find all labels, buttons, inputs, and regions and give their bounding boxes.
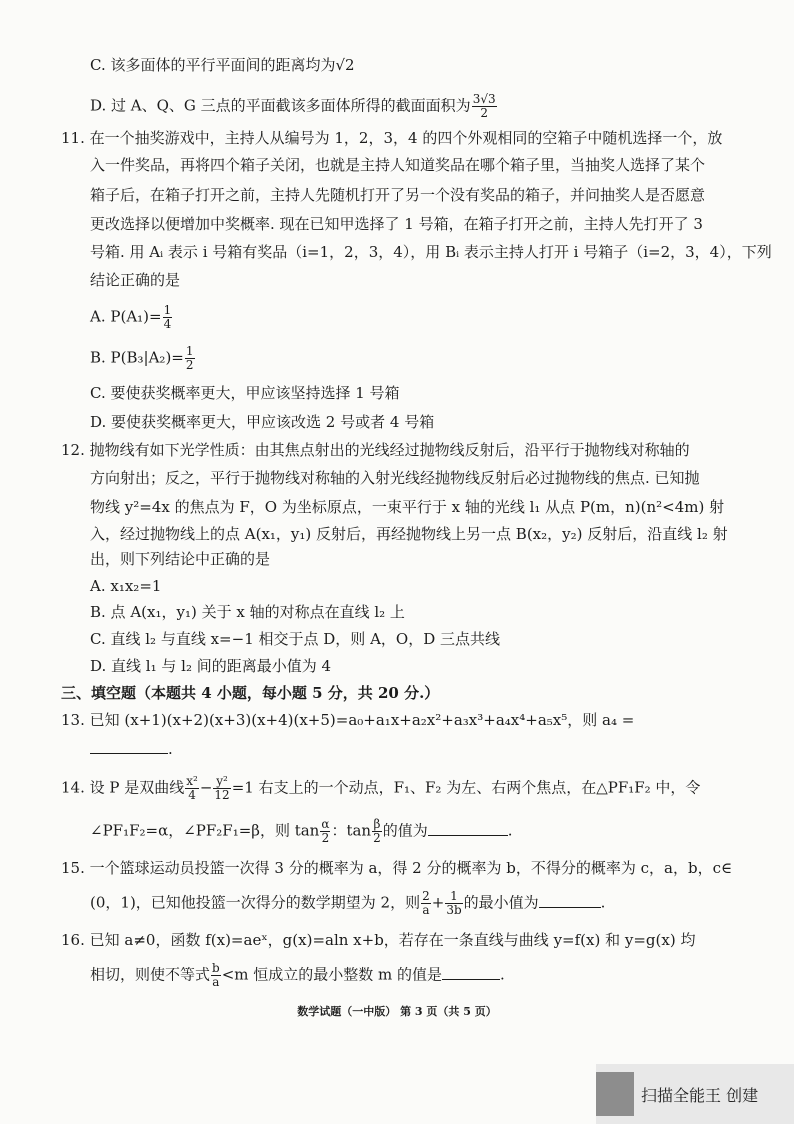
section-heading: 三、填空题（本题共 4 小题，每小题 5 分，共 20 分.）	[61, 684, 440, 702]
q15-text: 的最小值为	[463, 893, 539, 912]
q11-option-a-text: A. P(A₁)=	[90, 307, 162, 326]
q11-line-4: 更改选择以便增加中奖概率. 现在已知甲选择了 1 号箱，在箱子打开之前，主持人先打开了 3	[90, 215, 703, 233]
fraction-denominator: 2	[185, 358, 194, 372]
watermark-text: 扫描全能王 创建	[641, 1086, 759, 1105]
fraction-denominator: 2	[373, 831, 381, 845]
fraction	[185, 345, 195, 372]
fraction-denominator: 4	[188, 788, 196, 802]
fraction	[472, 93, 497, 120]
answer-blank[interactable]	[90, 739, 168, 754]
q14-text: 14. 设 P 是双曲线	[61, 778, 185, 797]
q12-line-5: 出，则下列结论中正确的是	[90, 550, 271, 568]
period: .	[500, 965, 505, 984]
answer-blank[interactable]	[442, 965, 500, 980]
q10-option-d	[90, 93, 498, 120]
q11-option-d: D. 要使获奖概率更大，甲应该改选 2 号或者 4 号箱	[90, 413, 435, 431]
fraction-denominator: 2	[321, 831, 330, 845]
fraction-numerator: 1	[445, 890, 462, 904]
fraction	[211, 962, 221, 989]
answer-blank[interactable]	[539, 893, 601, 908]
fraction-numerator: b	[212, 961, 220, 975]
fraction-denominator: a	[212, 975, 220, 989]
fraction	[320, 818, 330, 845]
q11-option-b-text: B. P(B₃|A₂)=	[90, 348, 184, 367]
q14-text: =1 右支上的一个动点，F₁、F₂ 为左、右两个焦点，在△PF₁F₂ 中，令	[231, 778, 701, 797]
q11-option-b	[90, 345, 196, 372]
fraction-denominator: a	[422, 903, 430, 917]
fraction	[213, 775, 230, 802]
fraction-numerator: 1	[185, 344, 194, 358]
fraction	[372, 818, 382, 845]
q11-option-c: C. 要使获奖概率更大，甲应该坚持选择 1 号箱	[90, 384, 400, 402]
q13-line-1: 13. 已知 (x+1)(x+2)(x+3)(x+4)(x+5)=a₀+a₁x+a₂x²+a₃x³+a₄x⁴+a₅x⁵，则 a₄ =	[61, 711, 635, 729]
q14-text: ∠PF₁F₂=α，∠PF₂F₁=β，则 tan	[90, 821, 320, 840]
q11-line-5: 号箱. 用 Aᵢ 表示 i 号箱有奖品（i=1，2，3，4），用 Bᵢ 表示主持人打开 i 号箱子（i=2，3，4），下列	[90, 243, 772, 261]
q10-option-c: C. 该多面体的平行平面间的距离均为√2	[90, 56, 355, 74]
period: .	[507, 821, 513, 840]
q12-option-b: B. 点 A(x₁，y₁) 关于 x 轴的对称点在直线 l₂ 上	[90, 603, 405, 621]
fraction-numerator: 1	[163, 303, 172, 317]
q11-option-a	[90, 304, 173, 331]
q10-option-d-text: D. 过 A、Q、G 三点的平面截该多面体所得的截面面积为	[90, 96, 471, 115]
q15-text: (0，1)，已知他投篮一次得分的数学期望为 2，则	[90, 893, 421, 912]
q14-text: 的值为	[382, 821, 428, 840]
q11-line-2: 入一件奖品，再将四个箱子关闭，也就是主持人知道奖品在哪个箱子里，当抽奖人选择了某个	[90, 156, 706, 174]
q14-line-2	[90, 818, 513, 845]
fraction	[163, 304, 173, 331]
fraction-numerator: 3√3	[472, 92, 496, 106]
q15-line-1: 15. 一个篮球运动员投篮一次得 3 分的概率为 a，得 2 分的概率为 b，不得分的概率为 c，a，b，c∈	[61, 859, 733, 877]
fraction-denominator: 4	[163, 317, 172, 331]
minus-sign: −	[199, 778, 213, 797]
fraction-numerator: α	[321, 817, 330, 831]
period: .	[168, 740, 173, 758]
fraction	[445, 890, 462, 917]
q14-text: ：tan	[331, 821, 372, 840]
q12-option-a: A. x₁x₂=1	[90, 577, 162, 595]
fraction-numerator: x²	[186, 774, 198, 788]
plus-sign: +	[431, 893, 445, 912]
fraction	[421, 890, 431, 917]
q11-line-3: 箱子后，在箱子打开之前，主持人先随机打开了另一个没有奖品的箱子，并问抽奖人是否愿意	[90, 186, 706, 204]
fraction	[185, 775, 199, 802]
fraction-numerator: y²	[213, 775, 230, 789]
page-footer: 数学试题（一中版） 第 3 页（共 5 页）	[297, 1005, 497, 1018]
q16-text: 相切，则使不等式	[90, 965, 211, 984]
q12-line-2: 方向射出；反之，平行于抛物线对称轴的入射光线经抛物线反射后必过抛物线的焦点. 已知抛	[90, 469, 700, 487]
q14-line-1	[61, 775, 700, 802]
q12-line-1: 12. 抛物线有如下光学性质：由其焦点射出的光线经过抛物线反射后，沿平行于抛物线对称轴的	[61, 441, 690, 459]
scanner-logo-icon	[596, 1072, 634, 1116]
q11-line-6: 结论正确的是	[90, 271, 181, 289]
q16-text: <m 恒成立的最小整数 m 的值是	[221, 965, 443, 984]
q11-line-1: 11. 在一个抽奖游戏中，主持人从编号为 1，2，3，4 的四个外观相同的空箱子中随机选择一个，放	[61, 129, 723, 147]
fraction-denominator: 12	[214, 788, 230, 802]
q16-line-1: 16. 已知 a≠0，函数 f(x)=aeˣ，g(x)=aln x+b，若存在一条直线与曲线 y=f(x) 和 y=g(x) 均	[61, 931, 696, 949]
fraction-denominator: 3b	[446, 903, 462, 917]
q16-line-2	[90, 962, 505, 989]
answer-blank[interactable]	[428, 821, 508, 836]
q12-option-d: D. 直线 l₁ 与 l₂ 间的距离最小值为 4	[90, 657, 332, 675]
q13-line-2	[90, 739, 173, 759]
q12-line-4: 入，经过抛物线上的点 A(x₁，y₁) 反射后，再经抛物线上另一点 B(x₂，y₂) 反射后，沿直线 l₂ 射	[90, 525, 728, 543]
q12-line-3: 物线 y²=4x 的焦点为 F，O 为坐标原点，一束平行于 x 轴的光线 l₁ 从点 P(m，n)(n²<4m) 射	[90, 498, 725, 516]
q12-option-c: C. 直线 l₂ 与直线 x=−1 相交于点 D，则 A，O，D 三点共线	[90, 630, 500, 648]
fraction-numerator: 2	[422, 889, 430, 903]
q15-line-2	[90, 890, 605, 917]
fraction-denominator: 2	[480, 106, 488, 120]
period: .	[600, 893, 606, 912]
fraction-numerator: β	[373, 817, 381, 831]
